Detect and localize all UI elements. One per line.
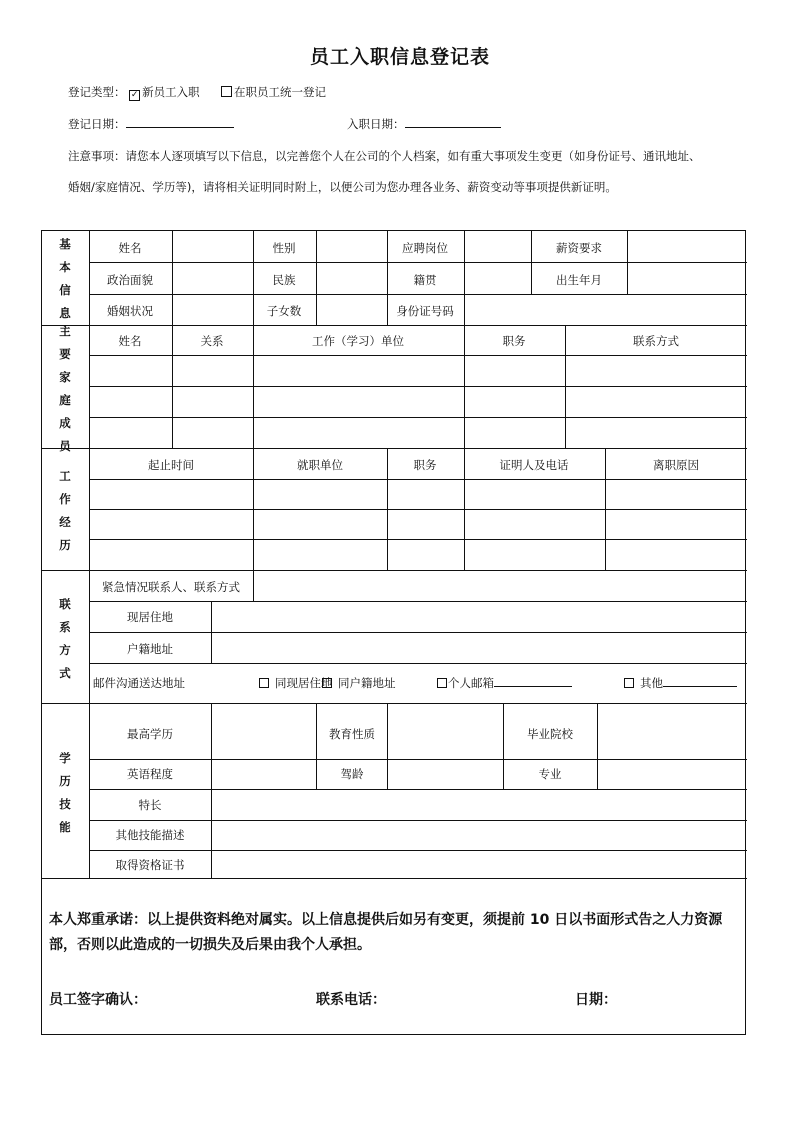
option-label: 同现居住地 — [275, 676, 333, 690]
label-current-address: 现居住地 — [127, 610, 173, 624]
family-header-contact: 联系方式 — [633, 334, 679, 348]
divider — [597, 703, 598, 789]
label-politics: 政治面貌 — [107, 273, 153, 287]
divider — [42, 448, 747, 449]
option-label: 其他 — [640, 676, 663, 690]
registration-form-table — [41, 230, 746, 1035]
mail-option-email[interactable] — [437, 675, 572, 691]
label-english: 英语程度 — [127, 767, 173, 781]
label-id-number: 身份证号码 — [396, 304, 454, 318]
label-education-type: 教育性质 — [329, 727, 375, 741]
divider — [89, 386, 747, 387]
existing-employee-option: 在职员工统一登记 — [233, 85, 326, 99]
entry-date-field[interactable] — [405, 116, 501, 128]
divider — [89, 231, 90, 878]
label-other-skills: 其他技能描述 — [115, 828, 185, 842]
work-header-employer: 就职单位 — [297, 458, 343, 472]
notice-line-1: 注意事项：请您本人逐项填写以下信息，以完善您个人在公司的个人档案，如有重大事项发生变更（如身份证号、通讯地址、 — [68, 149, 701, 163]
family-header-name: 姓名 — [118, 334, 142, 348]
page-title: 员工入职信息登记表 — [309, 46, 490, 68]
label-driving: 驾龄 — [340, 767, 364, 781]
divider — [89, 539, 747, 540]
label-native-place: 籍贯 — [413, 273, 437, 287]
checkbox[interactable] — [437, 678, 447, 688]
label-certificates: 取得资格证书 — [115, 858, 185, 872]
work-header-period: 起止时间 — [148, 458, 194, 472]
divider — [42, 703, 747, 704]
divider — [464, 325, 465, 448]
divider — [42, 325, 747, 326]
work-header-title: 职务 — [413, 458, 437, 472]
divider — [42, 878, 747, 879]
checkbox[interactable] — [624, 678, 634, 688]
label-children: 子女数 — [266, 304, 302, 318]
divider — [172, 231, 173, 325]
divider — [464, 231, 465, 325]
divider — [253, 231, 254, 325]
mail-option-hukou[interactable] — [322, 675, 396, 691]
label-gender: 性别 — [272, 241, 296, 255]
divider — [89, 262, 747, 263]
mail-option-other[interactable] — [624, 675, 737, 691]
work-header-reference: 证明人及电话 — [499, 458, 569, 472]
divider — [253, 570, 254, 601]
phone-label: 联系电话： — [316, 992, 386, 1008]
divider — [464, 448, 465, 570]
label-ethnicity: 民族 — [272, 273, 296, 287]
label-emergency-contact: 紧急情况联系人、联系方式 — [102, 580, 240, 594]
entry-date-row — [347, 116, 501, 132]
date-label: 日期： — [575, 992, 617, 1008]
registration-date-field[interactable] — [126, 116, 234, 128]
label-name: 姓名 — [118, 241, 142, 255]
divider — [503, 703, 504, 789]
registration-type-label: 登记类型： — [68, 85, 126, 99]
registration-date-row — [68, 116, 234, 132]
entry-date-label: 入职日期： — [347, 117, 405, 131]
divider — [531, 231, 532, 294]
existing-employee-checkbox[interactable] — [221, 86, 232, 97]
divider — [89, 789, 747, 790]
divider — [387, 231, 388, 325]
new-employee-checkbox[interactable]: ✓ — [130, 90, 139, 100]
label-birth: 出生年月 — [556, 273, 602, 287]
option-label: 个人邮箱 — [448, 676, 494, 690]
divider — [42, 570, 747, 571]
work-header-leave-reason: 离职原因 — [653, 458, 699, 472]
section-contact: 联系方式 — [59, 597, 71, 680]
section-family-members: 主要家庭成员 — [59, 324, 71, 453]
label-marriage: 婚姻状况 — [107, 304, 153, 318]
email-field[interactable] — [494, 675, 572, 687]
employee-signature-label: 员工签字确认： — [49, 992, 147, 1008]
checkbox[interactable] — [259, 678, 269, 688]
divider — [89, 355, 747, 356]
divider — [253, 448, 254, 570]
label-salary: 薪资要求 — [556, 241, 602, 255]
checkbox[interactable] — [322, 678, 332, 688]
divider — [387, 703, 388, 789]
label-position: 应聘岗位 — [402, 241, 448, 255]
divider — [89, 820, 747, 821]
label-mail-address: 邮件沟通送达地址 — [93, 676, 185, 690]
divider — [253, 325, 254, 448]
divider — [89, 509, 747, 510]
divider — [316, 231, 317, 325]
family-header-relation: 关系 — [200, 334, 224, 348]
divider — [89, 632, 747, 633]
divider — [89, 479, 747, 480]
divider — [565, 325, 566, 448]
divider — [89, 294, 747, 295]
section-work-experience: 工作经历 — [59, 469, 71, 552]
label-degree: 最高学历 — [127, 727, 173, 741]
divider — [89, 850, 747, 851]
divider — [89, 663, 747, 664]
new-employee-option: 新员工入职 — [142, 85, 200, 99]
divider — [627, 231, 628, 294]
divider — [211, 601, 212, 663]
family-header-workplace: 工作（学习）单位 — [312, 334, 404, 348]
section-education-skills: 学历技能 — [59, 751, 71, 834]
section-basic-info: 基本信息 — [59, 237, 71, 320]
label-specialty: 特长 — [138, 798, 162, 812]
other-field[interactable] — [663, 675, 737, 687]
family-header-title: 职务 — [502, 334, 526, 348]
registration-type-row — [68, 84, 326, 101]
divider — [89, 417, 747, 418]
option-label: 同户籍地址 — [338, 676, 396, 690]
notice-line-2: 婚姻/家庭情况、学历等)，请将相关证明同时附上，以便公司为您办理各业务、薪资变动等事项提供新证明。 — [68, 180, 617, 194]
divider — [89, 601, 747, 602]
divider — [605, 448, 606, 570]
label-major: 专业 — [538, 767, 562, 781]
divider — [172, 325, 173, 448]
divider — [211, 703, 212, 878]
label-hukou-address: 户籍地址 — [127, 642, 173, 656]
divider — [316, 703, 317, 789]
divider — [89, 759, 747, 760]
divider — [387, 448, 388, 570]
label-school: 毕业院校 — [527, 727, 573, 741]
registration-date-label: 登记日期： — [68, 117, 126, 131]
commitment-statement: 本人郑重承诺：以上提供资料绝对属实。以上信息提供后如另有变更，须提前 10 日以书面形式告之人力资源部，否则以此造成的一切损失及后果由我个人承担。 — [49, 912, 723, 953]
